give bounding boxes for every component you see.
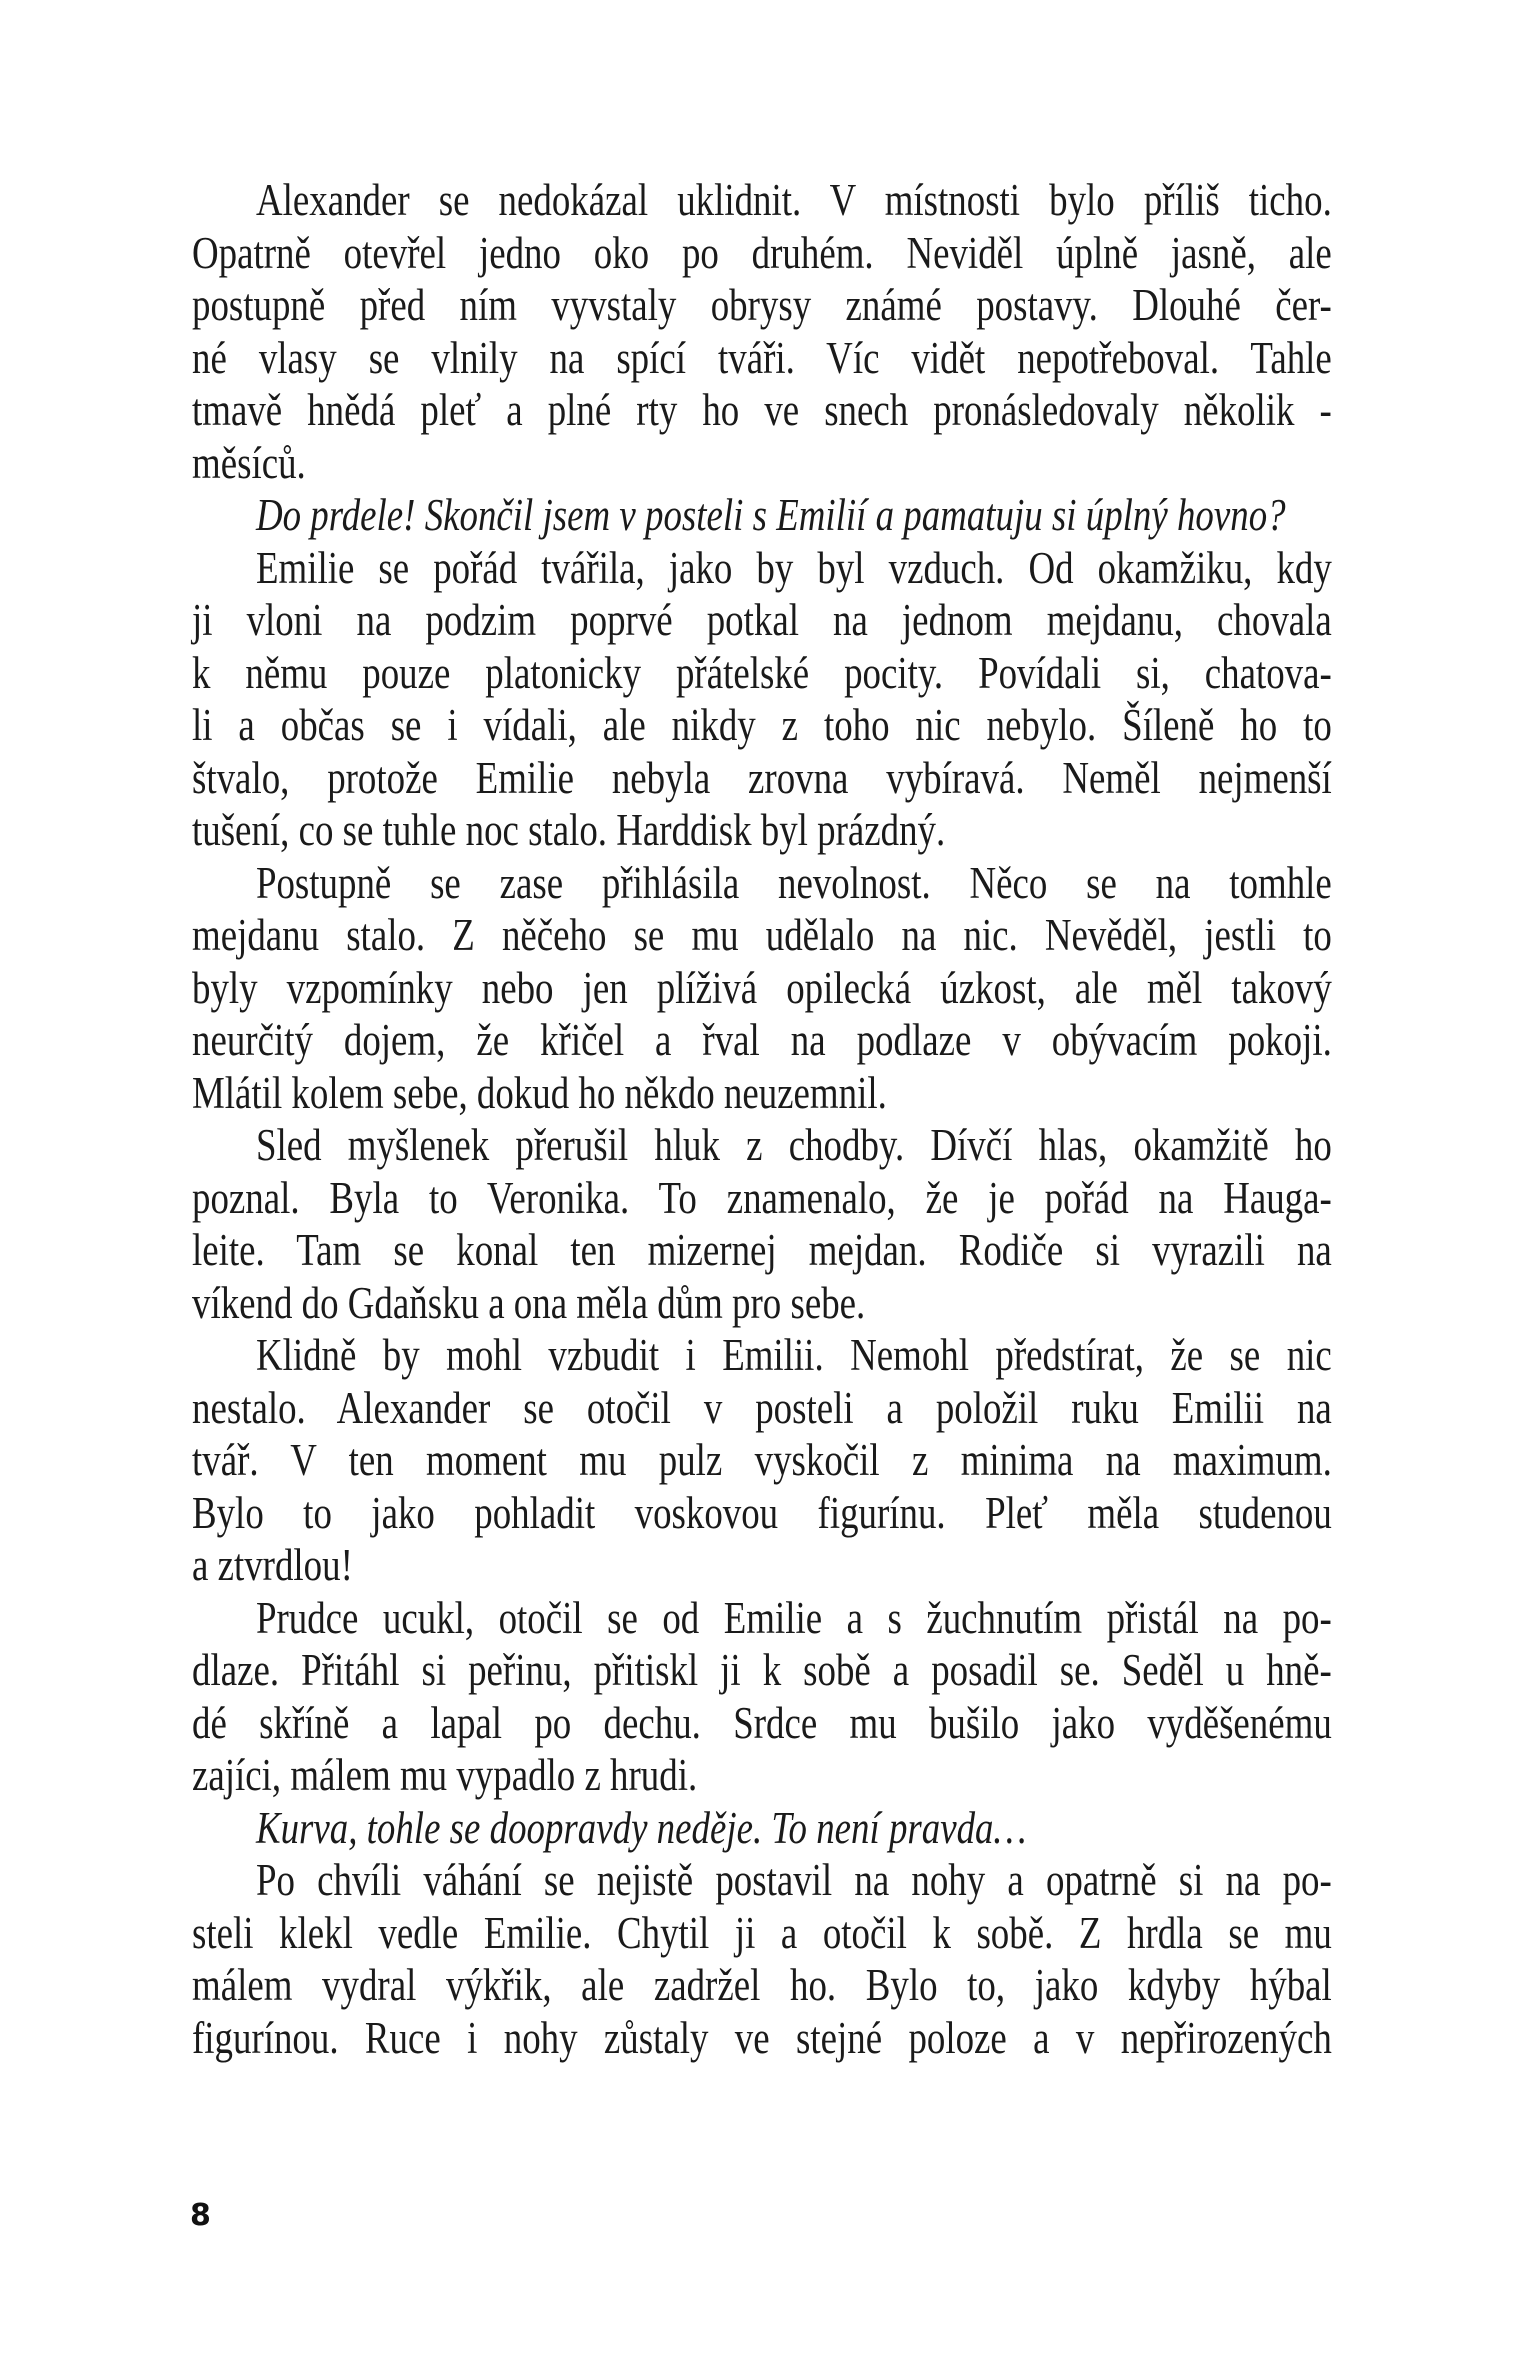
text-line: Alexander se nedokázal uklidnit. V místnosti bylo příliš ticho. [255, 175, 1332, 225]
body-text [192, 174, 1332, 2064]
text-line: byly vzpomínky nebo jen plíživá opilecká úzkost, ale měl takový [192, 962, 1332, 1013]
text-line: steli klekl vedle Emilie. Chytil ji a otočil k sobě. Z hrdla se mu [192, 1907, 1332, 1958]
text-line: Klidně by mohl vzbudit i Emilii. Nemohl předstírat, že se nic [255, 1330, 1332, 1380]
text-line: ji vloni na podzim poprvé potkal na jednom mejdanu, chovala [192, 595, 1332, 645]
text-line: figurínou. Ruce i nohy zůstaly ve stejné poloze a v nepřirozených [192, 2012, 1332, 2063]
page-number: 8 [190, 2198, 211, 2233]
text-line: Sled myšlenek přerušil hluk z chodby. Dívčí hlas, okamžitě ho [255, 1120, 1332, 1170]
text-line: Bylo to jako pohladit voskovou figurínu. Pleť měla studenou [192, 1487, 1332, 1538]
italic-text-line: Do prdele! Skončil jsem v posteli s Emilií a pamatuju si úplný hovno? [255, 490, 1286, 540]
italic-text-line: Kurva, tohle se doopravdy neděje. To není pravda… [255, 1802, 1027, 1853]
text-line: mejdanu stalo. Z něčeho se mu udělalo na nic. Nevěděl, jestli to [192, 910, 1332, 960]
text-line: Emilie se pořád tvářila, jako by byl vzduch. Od okamžiku, kdy [255, 542, 1332, 593]
text-line: tušení, co se tuhle noc stalo. Harddisk byl prázdný. [192, 805, 946, 855]
text-line: víkend do Gdaňsku a ona měla dům pro sebe. [192, 1277, 866, 1328]
text-line: Opatrně otevřel jedno oko po druhém. Neviděl úplně jasně, ale [192, 227, 1332, 278]
text-line: Mlátil kolem sebe, dokud ho někdo neuzemnil. [192, 1067, 887, 1118]
text-line: Po chvíli váhání se nejistě postavil na nohy a opatrně si na po- [255, 1855, 1332, 1905]
text-line: postupně před ním vyvstaly obrysy známé postavy. Dlouhé čer- [192, 280, 1332, 330]
text-line: poznal. Byla to Veronika. To znamenalo, že je pořád na Hauga- [192, 1172, 1332, 1223]
text-line: štvalo, protože Emilie nebyla zrovna vybíravá. Neměl nejmenší [192, 752, 1332, 803]
text-line: tmavě hnědá pleť a plné rty ho ve snech pronásledovaly několik - [192, 385, 1332, 435]
text-line: né vlasy se vlnily na spící tváři. Víc vidět nepotřeboval. Tahle [192, 332, 1332, 383]
text-line: a ztvrdlou! [192, 1540, 353, 1590]
text-line: nestalo. Alexander se otočil v posteli a položil ruku Emilii na [192, 1382, 1332, 1433]
text-line: leite. Tam se konal ten mizernej mejdan. Rodiče si vyrazili na [192, 1225, 1332, 1275]
text-line: měsíců. [192, 437, 306, 488]
text-line: neurčitý dojem, že křičel a řval na podlaze v obývacím pokoji. [192, 1015, 1332, 1065]
text-line: zajíci, málem mu vypadlo z hrudi. [192, 1750, 698, 1800]
text-line: málem vydral výkřik, ale zadržel ho. Bylo to, jako kdyby hýbal [192, 1960, 1332, 2010]
text-line: dlaze. Přitáhl si peřinu, přitiskl ji k sobě a posadil se. Seděl u hně- [192, 1645, 1332, 1695]
text-line: dé skříně a lapal po dechu. Srdce mu bušilo jako vyděšenému [192, 1697, 1332, 1748]
text-line: li a občas se i vídali, ale nikdy z toho nic nebylo. Šíleně ho to [192, 700, 1332, 750]
text-line: tvář. V ten moment mu pulz vyskočil z minima na maximum. [192, 1435, 1332, 1485]
text-line: k němu pouze platonicky přátelské pocity. Povídali si, chatova- [192, 647, 1332, 698]
text-line: Prudce ucukl, otočil se od Emilie a s žuchnutím přistál na po- [255, 1592, 1332, 1643]
text-line: Postupně se zase přihlásila nevolnost. Něco se na tomhle [255, 857, 1332, 908]
